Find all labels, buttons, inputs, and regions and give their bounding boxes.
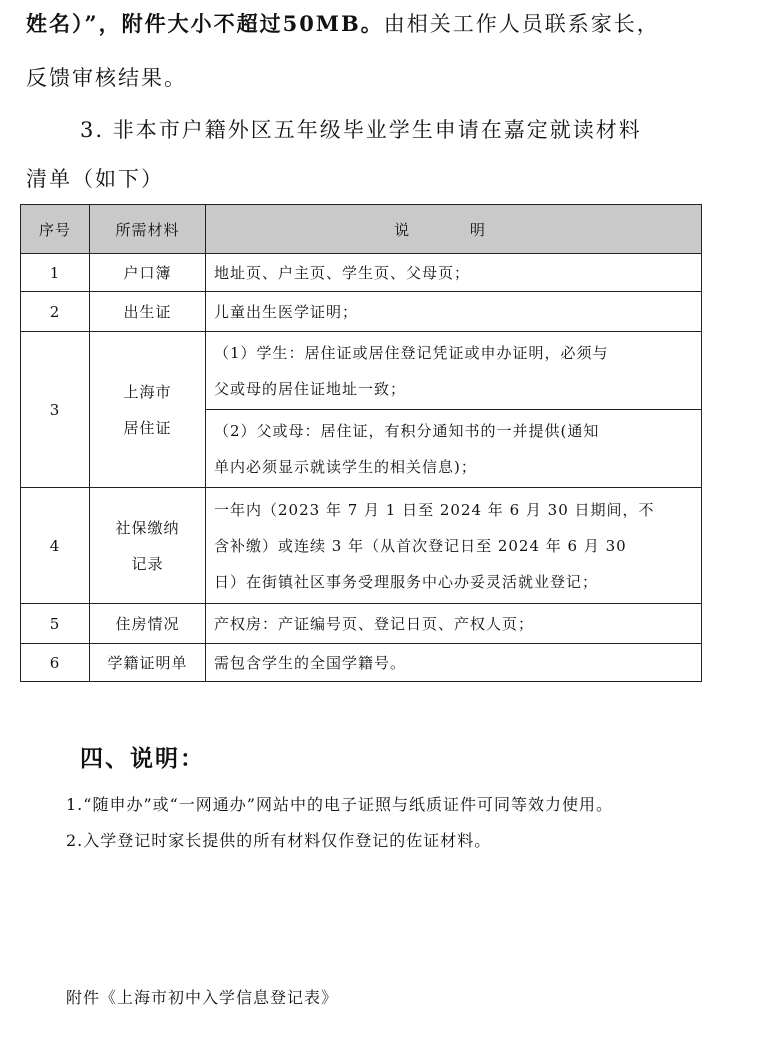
- materials-table: [20, 204, 702, 682]
- row-no: 5: [21, 604, 90, 644]
- table-row: [21, 254, 702, 292]
- row-no: 2: [21, 292, 90, 332]
- row-no: 4: [21, 488, 90, 604]
- row-desc: 儿童出生医学证明；: [206, 292, 702, 332]
- table-row: [21, 604, 702, 644]
- list-heading-3: 3. 非本市户籍外区五年级毕业学生申请在嘉定就读材料: [80, 118, 642, 142]
- row-material: 社保缴纳 记录: [90, 488, 206, 604]
- table-header-row: [21, 205, 702, 254]
- row-no: 3: [21, 332, 90, 488]
- table-row: [21, 292, 702, 332]
- row-no: 6: [21, 644, 90, 682]
- paragraph-line-2: 反馈审核结果。: [26, 66, 187, 90]
- bold-text: 姓名）”，附件大小不超过50MB。: [26, 11, 384, 36]
- header-no: 序号: [21, 205, 90, 254]
- row-desc: 地址页、户主页、学生页、父母页；: [206, 254, 702, 292]
- row-material: 上海市 居住证: [90, 332, 206, 488]
- normal-text: 由相关工作人员联系家长，: [383, 12, 660, 36]
- row-desc: 需包含学生的全国学籍号。: [206, 644, 702, 682]
- row-desc: （1）学生：居住证或居住登记凭证或申办证明，必须与 父或母的居住证地址一致；: [206, 332, 702, 410]
- section-4-title: 四、说明：: [80, 745, 205, 772]
- row-material: 学籍证明单: [90, 644, 206, 682]
- header-material: 所需材料: [90, 205, 206, 254]
- table-row: [21, 644, 702, 682]
- header-desc: 说 明: [206, 205, 702, 254]
- row-desc: 一年内（2023 年 7 月 1 日至 2024 年 6 月 30 日期间，不 含补缴）或连续 3 年（从首次登记日至 2024 年 6 月 30 日）在街镇社区事务受理服务中心办妥灵活就业登记；: [206, 488, 702, 604]
- paragraph-line-1: [26, 8, 660, 38]
- attachment-note: 附件《上海市初中入学信息登记表》: [66, 988, 339, 1007]
- row-material: 户口簿: [90, 254, 206, 292]
- row-no: 1: [21, 254, 90, 292]
- note-1: 1.“随申办”或“一网通办”网站中的电子证照与纸质证件可同等效力使用。: [66, 795, 613, 814]
- table-row: [21, 332, 702, 410]
- row-material: 出生证: [90, 292, 206, 332]
- row-desc: （2）父或母：居住证，有积分通知书的一并提供(通知 单内必须显示就读学生的相关信息)；: [206, 410, 702, 488]
- table-row: [21, 488, 702, 604]
- note-2: 2.入学登记时家长提供的所有材料仅作登记的佐证材料。: [66, 831, 492, 850]
- row-material: 住房情况: [90, 604, 206, 644]
- list-heading-3-cont: 清单（如下）: [26, 167, 164, 191]
- row-desc: 产权房：产证编号页、登记日页、产权人页；: [206, 604, 702, 644]
